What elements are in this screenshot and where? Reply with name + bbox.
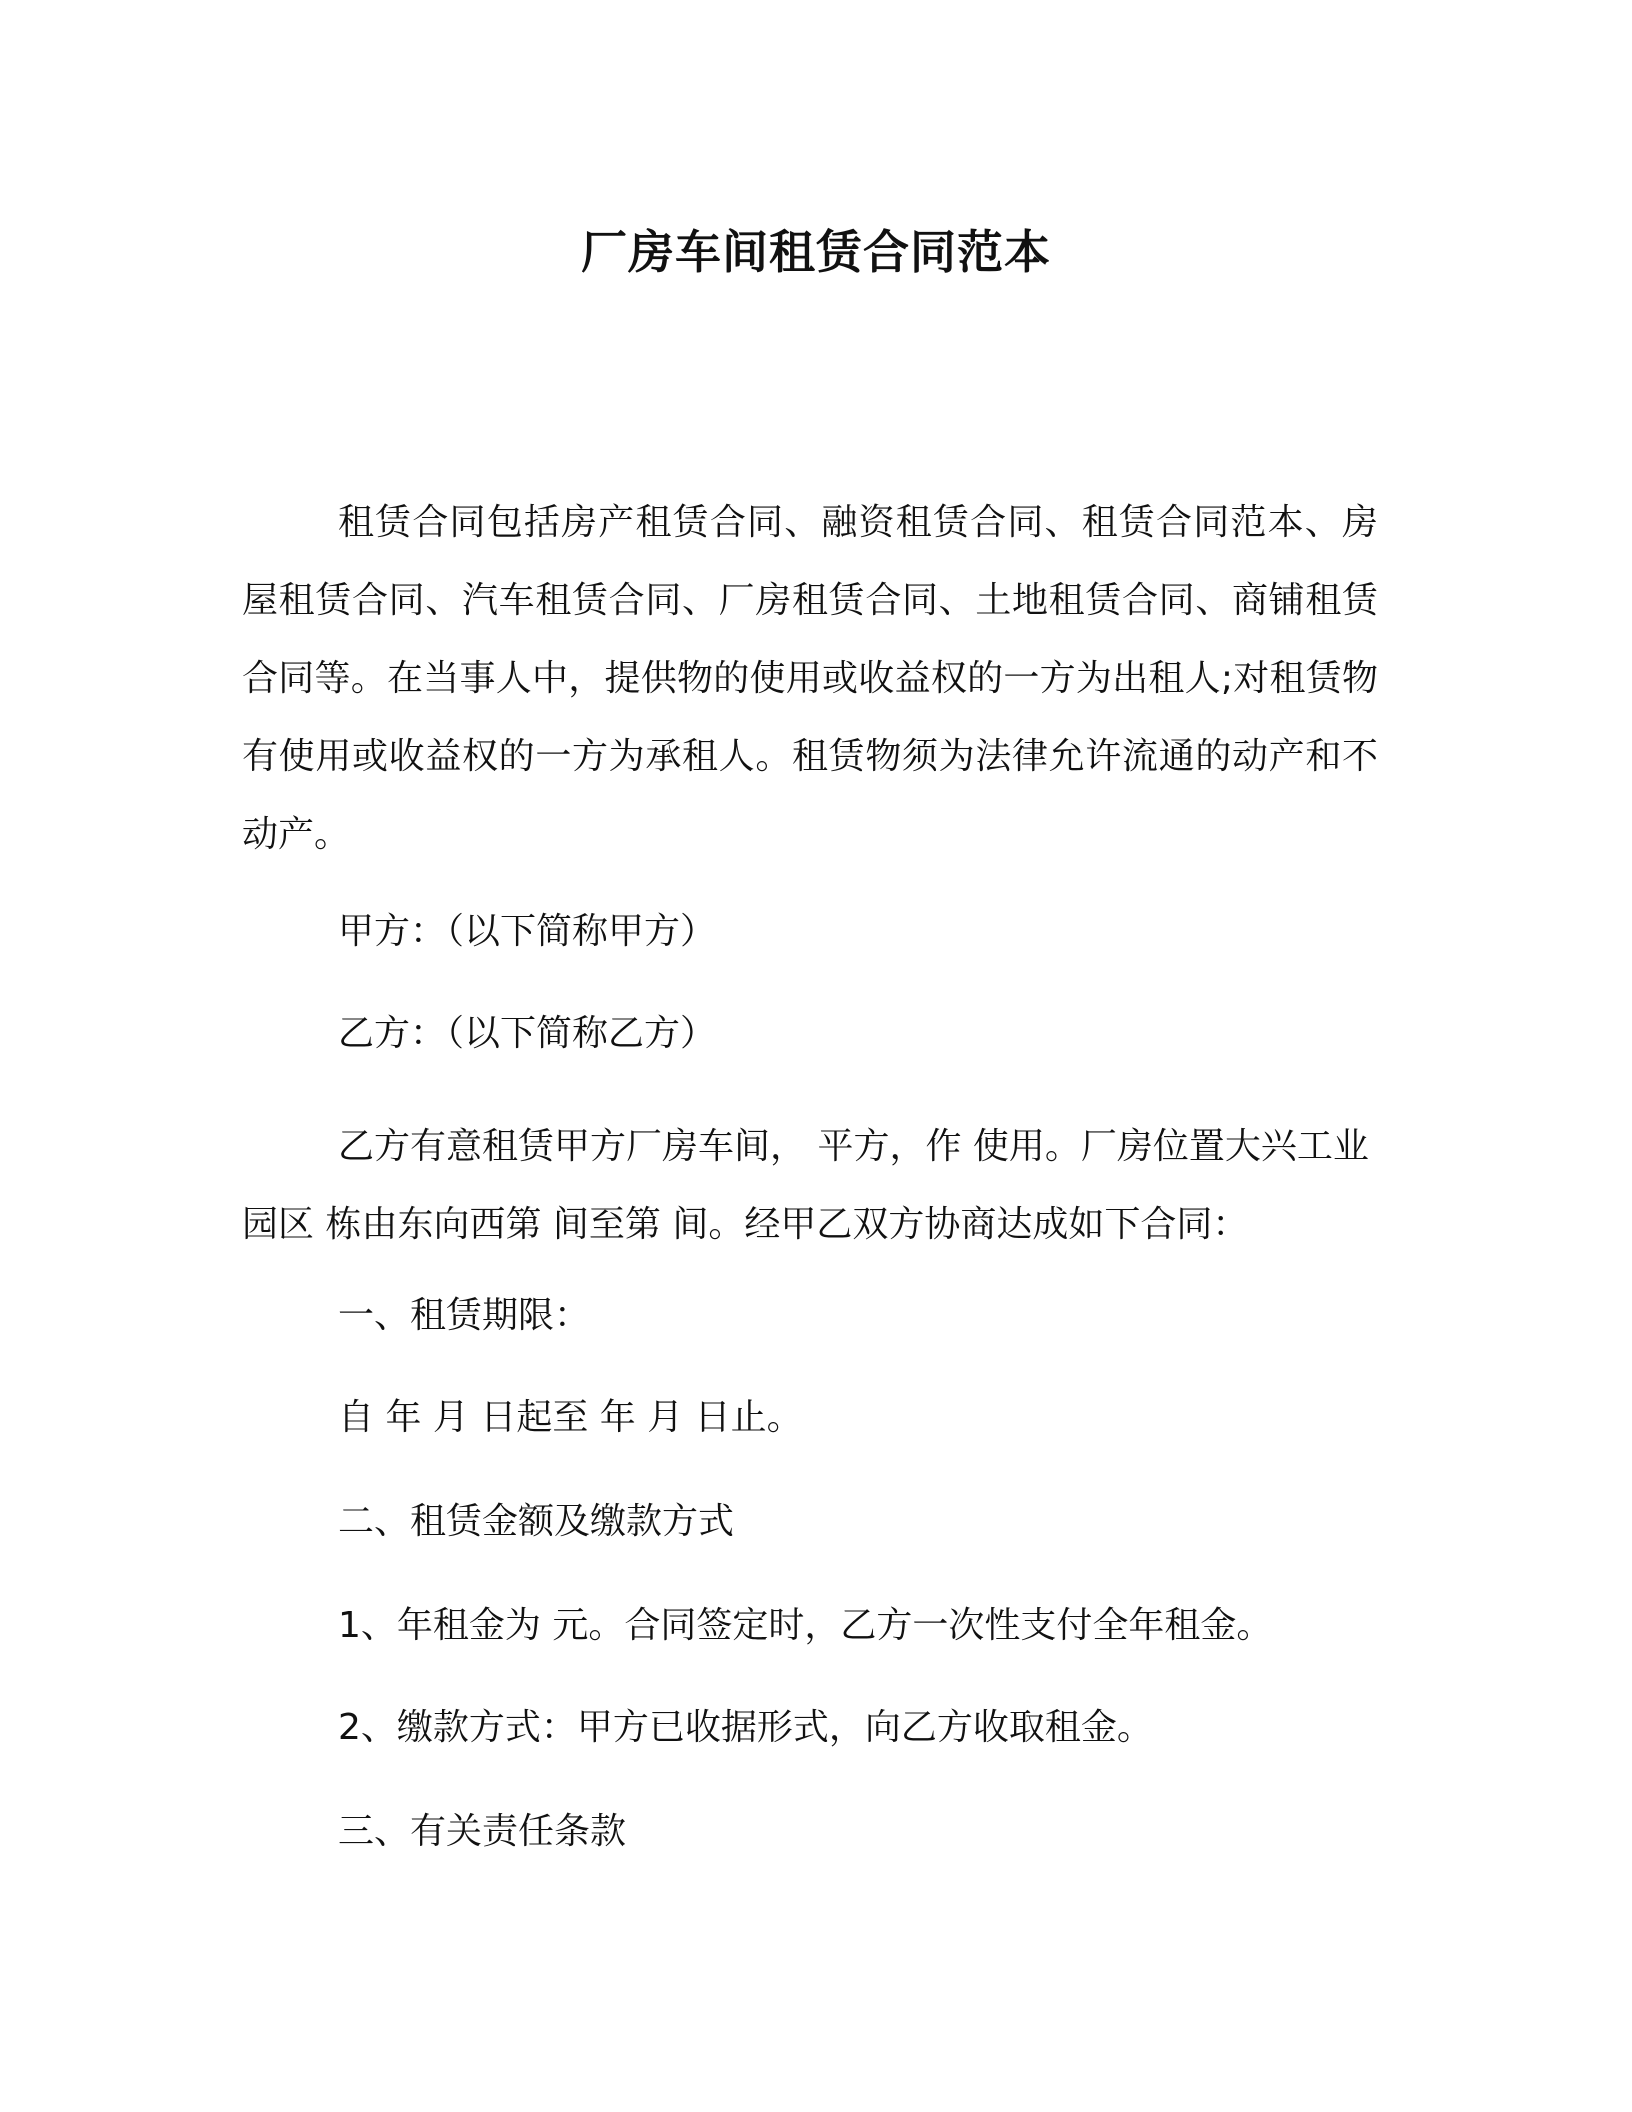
section2-heading: 二、租赁金额及缴款方式 (338, 1501, 735, 1542)
section2-item2: 2、缴款方式：甲方已收据形式，向乙方收取租金。 (338, 1707, 1153, 1748)
section1-term: 自 年 月 日起至 年 月 日止。 (338, 1397, 803, 1438)
purpose-paragraph: 乙方有意租赁甲方厂房车间， 平方，作 使用。厂房位置大兴工业园区 栋由东向西第 间至第 间。经甲乙双方协商达成如下合同： (242, 1126, 1369, 1245)
party-b-line: 乙方：（以下简称乙方） (338, 1013, 717, 1054)
section3-heading: 三、有关责任条款 (338, 1811, 627, 1852)
party-a-line: 甲方：（以下简称甲方） (338, 911, 717, 952)
document-title: 厂房车间租赁合同范本 (581, 225, 1051, 279)
intro-paragraph: 租赁合同包括房产租赁合同、融资租赁合同、租赁合同范本、房屋租赁合同、汽车租赁合同、厂房租赁合同、土地租赁合同、商铺租赁合同等。在当事人中，提供物的使用或收益权的一方为出租人;对租赁物有使用或收益权的一方为承租人。租赁物须为法律允许流通的动产和不动产。 (242, 502, 1378, 855)
section1-heading: 一、租赁期限： (338, 1295, 591, 1336)
section2-item1: 1、年租金为 元。合同签定时，乙方一次性支付全年租金。 (338, 1605, 1273, 1646)
